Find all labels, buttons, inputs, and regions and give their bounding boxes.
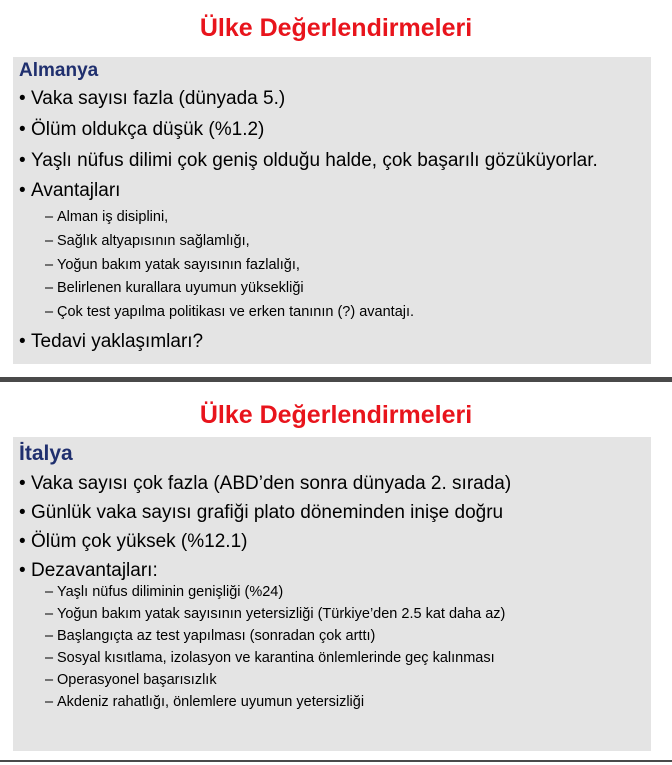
slide-germany bbox=[0, 0, 672, 374]
sub-item: – Operasyonel başarısızlık bbox=[45, 671, 217, 689]
sub-item: – Sosyal kısıtlama, izolasyon ve karantina önlemlerinde geç kalınması bbox=[45, 649, 495, 667]
bullet-item: • Yaşlı nüfus dilimi çok geniş olduğu halde, çok başarılı gözüküyorlar. bbox=[19, 150, 598, 172]
bottom-divider bbox=[0, 760, 672, 762]
content-box bbox=[13, 57, 651, 364]
slide-italy bbox=[0, 385, 672, 760]
bullet-item: • Vaka sayısı çok fazla (ABD’den sonra dünyada 2. sırada) bbox=[19, 473, 511, 495]
content-box bbox=[13, 437, 651, 751]
country-heading: Almanya bbox=[19, 60, 99, 81]
bullet-item: • Ölüm oldukça düşük (%1.2) bbox=[19, 119, 264, 141]
sub-item: – Yaşlı nüfus diliminin genişliği (%24) bbox=[45, 583, 283, 601]
bullet-item: • Ölüm çok yüksek (%12.1) bbox=[19, 531, 247, 553]
bullet-item: • Günlük vaka sayısı grafiği plato döneminden inişe doğru bbox=[19, 502, 503, 524]
sub-item: – Belirlenen kurallara uyumun yüksekliği bbox=[45, 279, 304, 297]
country-heading: İtalya bbox=[19, 442, 73, 465]
sub-item: – Sağlık altyapısının sağlamlığı, bbox=[45, 232, 250, 250]
bullet-item: • Tedavi yaklaşımları? bbox=[19, 331, 203, 353]
sub-item: – Yoğun bakım yatak sayısının yetersizliği (Türkiye’den 2.5 kat daha az) bbox=[45, 605, 505, 623]
slide-title: Ülke Değerlendirmeleri bbox=[199, 401, 473, 429]
sub-item: – Alman iş disiplini, bbox=[45, 208, 168, 226]
sub-item: – Akdeniz rahatlığı, önlemlere uyumun yetersizliği bbox=[45, 693, 364, 711]
sub-item: – Yoğun bakım yatak sayısının fazlalığı, bbox=[45, 256, 300, 274]
slide-divider bbox=[0, 374, 672, 385]
slide-title: Ülke Değerlendirmeleri bbox=[199, 14, 473, 42]
sub-item: – Çok test yapılma politikası ve erken tanının (?) avantajı. bbox=[45, 303, 414, 321]
bullet-item: • Vaka sayısı fazla (dünyada 5.) bbox=[19, 88, 285, 110]
bullet-item: • Dezavantajları: bbox=[19, 560, 158, 582]
bullet-item: • Avantajları bbox=[19, 180, 120, 202]
sub-item: – Başlangıçta az test yapılması (sonradan çok arttı) bbox=[45, 627, 375, 645]
